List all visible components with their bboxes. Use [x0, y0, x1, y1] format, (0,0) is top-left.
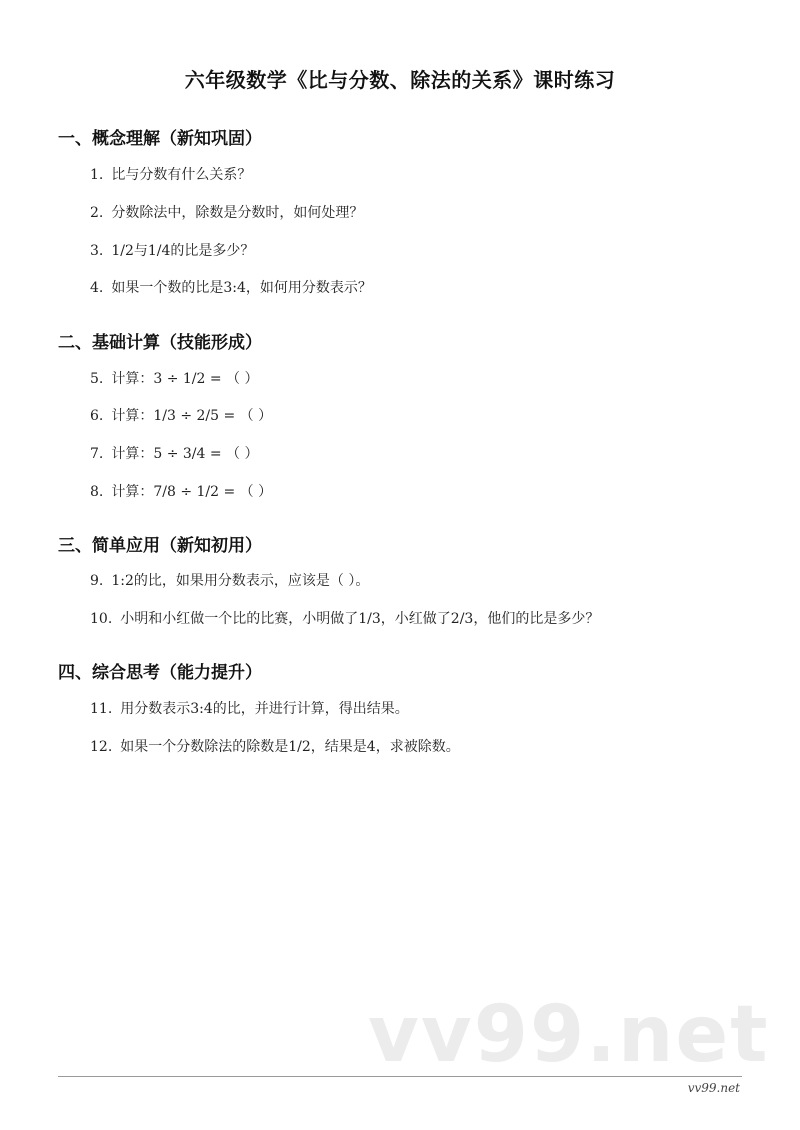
- question-number: 12.: [90, 739, 113, 755]
- question-text: 计算：5 ÷ 3/4 = （ ）: [111, 446, 259, 462]
- question-item: [90, 608, 599, 628]
- question-item: [90, 240, 254, 260]
- question-text: 计算：1/3 ÷ 2/5 = （ ）: [111, 408, 273, 424]
- section-heading: 四、综合思考（能力提升）: [58, 663, 262, 683]
- question-item: [90, 368, 259, 388]
- question-item: [90, 164, 251, 184]
- section-heading: 二、基础计算（技能形成）: [58, 333, 262, 353]
- footer-site: vv99.net: [687, 1081, 740, 1095]
- question-text: 如果一个数的比是3:4，如何用分数表示？: [111, 280, 372, 296]
- question-number: 9.: [90, 573, 104, 589]
- footer-divider: [58, 1076, 742, 1077]
- question-text: 1:2的比，如果用分数表示，应该是（ ）。: [111, 573, 370, 589]
- question-item: [90, 277, 372, 297]
- question-number: 3.: [90, 243, 104, 259]
- question-text: 计算：3 ÷ 1/2 = （ ）: [111, 371, 259, 387]
- question-number: 7.: [90, 446, 104, 462]
- question-item: [90, 698, 409, 718]
- question-item: [90, 570, 369, 590]
- question-number: 4.: [90, 280, 104, 296]
- question-number: 2.: [90, 205, 104, 221]
- question-text: 分数除法中，除数是分数时，如何处理？: [111, 205, 364, 221]
- question-number: 11.: [90, 701, 113, 717]
- question-number: 1.: [90, 167, 104, 183]
- page-title: 六年级数学《比与分数、除法的关系》课时练习: [184, 68, 616, 92]
- question-item: [90, 481, 272, 501]
- section-heading: 一、概念理解（新知巩固）: [58, 129, 262, 149]
- question-text: 计算：7/8 ÷ 1/2 = （ ）: [111, 484, 273, 500]
- question-item: [90, 405, 272, 425]
- question-number: 10.: [90, 611, 113, 627]
- question-number: 8.: [90, 484, 104, 500]
- section-heading: 三、简单应用（新知初用）: [58, 536, 262, 556]
- question-text: 用分数表示3:4的比，并进行计算，得出结果。: [120, 701, 409, 717]
- question-item: [90, 736, 460, 756]
- question-item: [90, 443, 259, 463]
- question-text: 如果一个分数除法的除数是1/2，结果是4，求被除数。: [120, 739, 460, 755]
- question-text: 1/2与1/4的比是多少？: [111, 243, 255, 259]
- question-text: 小明和小红做一个比的比赛，小明做了1/3，小红做了2/3，他们的比是多少？: [120, 611, 600, 627]
- question-item: [90, 202, 363, 222]
- question-number: 5.: [90, 371, 104, 387]
- question-text: 比与分数有什么关系？: [111, 167, 252, 183]
- watermark: vv99.net: [368, 990, 770, 1080]
- question-number: 6.: [90, 408, 104, 424]
